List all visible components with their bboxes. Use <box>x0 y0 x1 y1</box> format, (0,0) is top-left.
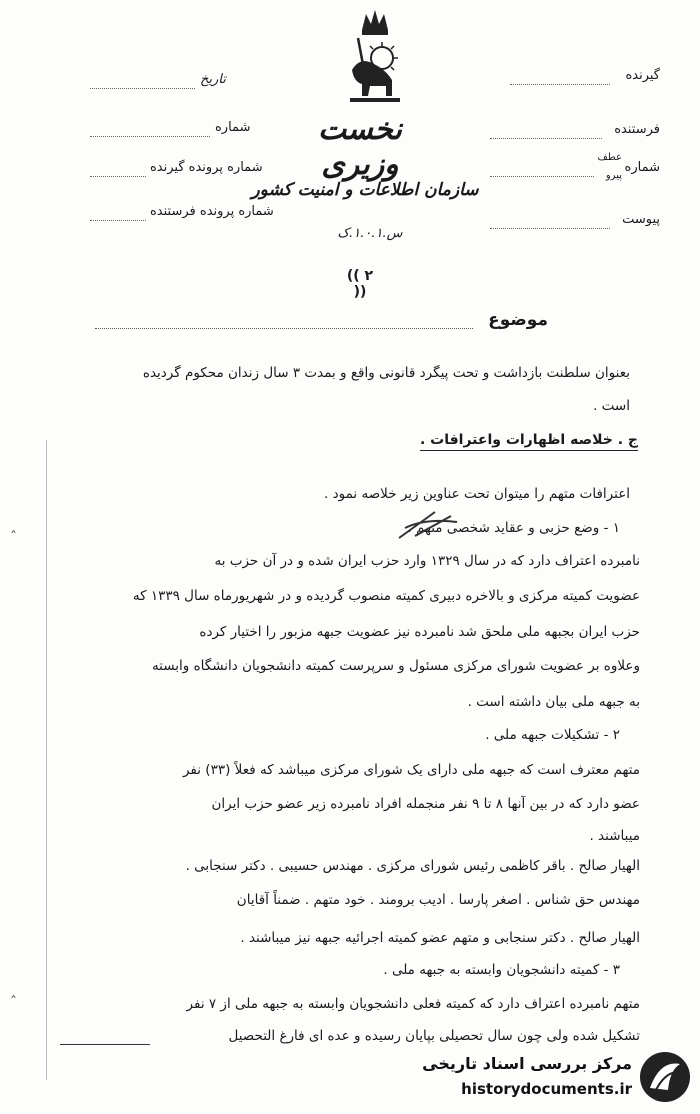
body-line-9: وعلاوه بر عضویت شورای مرکزی مسئول و سرپرست کمیته دانشجویان دانشگاه وابسته <box>151 658 640 674</box>
body-line-20: تشکیل شده ولی چون سال تحصیلی بپایان رسیده و عده ای فارغ التحصیل <box>228 1028 640 1044</box>
left-margin-rule <box>46 440 47 1080</box>
archive-logo-icon <box>638 1050 692 1104</box>
body-line-8: حزب ایران بجبهه ملی ملحق شد نامبرده نیز عضویت جبهه مزبور را اختیار کرده <box>199 624 640 640</box>
section-2-heading: ۲ - تشکیلات جبهه ملی . <box>485 727 620 743</box>
number-annot-bottom: پیرو <box>605 170 622 181</box>
number-label-right: شماره <box>624 160 660 175</box>
attachment-dotline <box>490 228 610 229</box>
recipient-file-no-label: شماره پرونده گیرنده <box>150 160 263 175</box>
body-line-1: بعنوان سلطنت بازداشت و تحت پیگرد قانونی واقع و بمدت ۳ سال زندان محکوم گردیده <box>142 365 630 381</box>
body-line-4: اعترافات متهم را میتوان تحت عناوین زیر خلاصه نمود . <box>324 486 630 502</box>
lion-and-sun-emblem-icon <box>340 8 410 108</box>
org-title: نخست وزیری <box>318 112 402 182</box>
date-label: تاریخ <box>200 72 226 87</box>
sender-file-no-label: شماره پرونده فرستنده <box>150 204 274 219</box>
number-annot-top: عطف <box>597 152 622 163</box>
watermark-url: historydocuments.ir <box>461 1080 632 1098</box>
sender-file-dotline <box>90 220 146 221</box>
section-1-heading: ۱ - وضع حزبی و عقاید شخصی متهم . <box>407 520 620 536</box>
margin-mark-2: ˆ <box>10 995 17 1011</box>
body-line-10: به جبهه ملی بیان داشته است . <box>467 694 640 710</box>
sender-dotline <box>490 138 602 139</box>
pen-mark-icon <box>395 508 465 542</box>
section-c-heading <box>420 432 638 448</box>
recipient-dotline <box>510 84 610 85</box>
body-line-17: الهیار صالح . دکتر سنجابی و متهم عضو کمیته اجرائیه جبهه نیز میباشند . <box>240 930 640 946</box>
margin-mark-1: ˆ <box>10 530 17 546</box>
section-3-heading: ۳ - کمیته دانشجویان وابسته به جبهه ملی . <box>383 962 620 978</box>
section-c-heading-text: ج . خلاصه اظهارات واعترافات . <box>420 432 638 451</box>
reference-code: س.۱.۰.۱.ک <box>337 226 403 241</box>
body-line-12: متهم معترف است که جبهه ملی دارای یک شورای مرکزی میباشد که فعلاً (۳۳) نفر <box>182 762 640 778</box>
recipient-file-dotline <box>90 176 146 177</box>
date-dotline <box>90 88 195 89</box>
watermark <box>402 1050 692 1106</box>
body-line-16: مهندس حق شناس . اصغر پارسا . ادیب برومند . خود متهم . ضمناً آقایان <box>236 892 640 908</box>
number-dotline-right <box>490 176 594 177</box>
attachment-label: پیوست <box>622 212 660 227</box>
subject-label: موضوع <box>488 310 548 330</box>
body-line-6: نامبرده اعتراف دارد که در سال ۱۳۲۹ وارد حزب ایران شده و در آن حزب به <box>214 553 640 569</box>
body-line-13: عضو دارد که در بین آنها ۸ تا ۹ نفر منجمله افراد نامبرده زیر عضو حزب ایران <box>211 796 640 812</box>
sender-label: فرستنده <box>614 122 660 137</box>
number-dotline-left <box>90 136 210 137</box>
page-number: (( ۲ )) <box>346 268 374 300</box>
body-line-19: متهم نامبرده اعتراف دارد که کمیته فعلی دانشجویان وابسته به جبهه ملی از ۷ نفر <box>186 996 640 1012</box>
body-line-7: عضویت کمیته مرکزی و بالاخره دبیری کمیته منصوب گردیده و در شهریورماه سال ۱۳۳۹ که <box>132 588 640 604</box>
body-line-14: میباشند . <box>589 828 640 844</box>
watermark-title: مرکز بررسی اسناد تاریخی <box>422 1054 632 1073</box>
body-line-15: الهیار صالح . باقر کاظمی رئیس شورای مرکزی . مهندس حسیبی . دکتر سنجابی . <box>185 858 640 874</box>
recipient-label: گیرنده <box>625 68 660 83</box>
org-subtitle: سازمان اطلاعات و امنیت کشور <box>251 180 479 200</box>
trailing-underline <box>60 1044 150 1045</box>
number-label-left: شماره <box>215 120 251 135</box>
subject-dotline <box>95 328 473 329</box>
body-line-2: است . <box>593 398 630 414</box>
